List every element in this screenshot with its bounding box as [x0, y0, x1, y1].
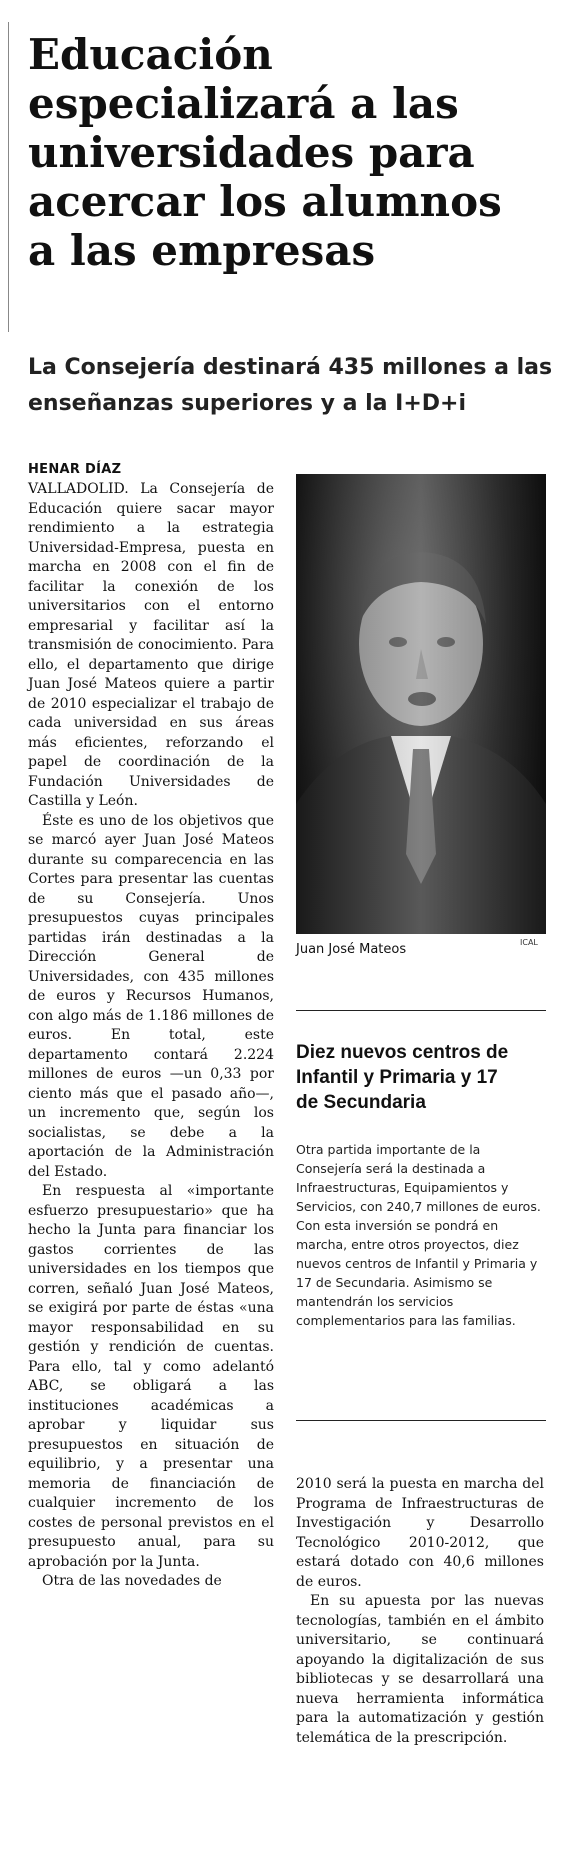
subheadline-line: La Consejería destinará 435 millones a las	[28, 355, 553, 380]
sidebar-bottom-rule	[296, 1420, 546, 1421]
photo-caption: Juan José Mateos	[296, 942, 407, 957]
article-paragraph: 2010 será la puesta en marcha del Programa de Infraestructuras de Investigación y Desarrollo Tecnológico 2010-2012, que estará dotado con 40,6 millones de euros.	[296, 1476, 544, 1590]
headline-line: especializará a las	[28, 79, 459, 128]
sidebar-title-line: Infantil y Primaria y 17	[296, 1067, 498, 1088]
article-paragraph: VALLADOLID. La Consejería de Educación quiere sacar mayor rendimiento a la estrategia Universidad-Empresa, puesta en marcha en 2008 con el fin de facilitar la conexión de los universitarios con el entorno empresarial y facilitar así la transmisión de conocimiento. Para ello, el departamento que dirige Juan José Mateos quiere a partir de 2010 especializar el trabajo de cada universidad en sus áreas más eficientes, reforzando el papel de coordinación de la Fundación Universidades de Castilla y León.	[28, 481, 274, 809]
headline-line: a las empresas	[28, 226, 376, 275]
sidebar-title-line: Diez nuevos centros de	[296, 1042, 509, 1063]
sidebar-title-line: de Secundaria	[296, 1092, 426, 1113]
headline-line: universidades para	[28, 128, 475, 177]
subheadline-line: enseñanzas superiores y a la I+D+i	[28, 391, 467, 416]
article-column-2-continuation	[296, 1475, 544, 1748]
article-paragraph: En su apuesta por las nuevas tecnologías, también en el ámbito universitario, se continuará apoyando la digitalización de sus bibliotecas y se desarrollará una nueva herramienta informática para la automatización y gestión telemática de la prescripción.	[296, 1593, 544, 1746]
article-paragraph: Otra de las novedades de	[42, 1573, 222, 1589]
portrait-photo	[296, 474, 546, 934]
sidebar-title	[296, 1040, 546, 1115]
photo-credit: ICAL	[520, 938, 538, 947]
article-paragraph: En respuesta al «importante esfuerzo presupuestario» que ha hecho la Junta para financiar los gastos corrientes de las universidades en los tiempos que corren, señaló Juan José Mateos, se exigirá por parte de éstas «una mayor responsabilidad en su gestión y rendición de cuentas. Para ello, tal y como adelantó ABC, se obligará a las instituciones académicas a aprobar y liquidar sus presupuestos en situación de equilibrio, y a presentar una memoria de financiación de cualquier incremento de los costes de personal previstos en el presupuesto anual, para su aprobación por la Junta.	[28, 1183, 274, 1570]
subheadline	[28, 350, 558, 422]
sidebar-body: Otra partida importante de la Consejería será la destinada a Infraestructuras, Equipamientos y Servicios, con 240,7 millones de euros. Con esta inversión se pondrá en marcha, entre otros proyectos, diez nuevos centros de Infantil y Primaria y 17 de Secundaria. Asimismo se mantendrán los servicios complementarios para las familias.	[296, 1142, 541, 1328]
headline-line: Educación	[28, 30, 273, 79]
headline	[28, 30, 558, 275]
article-column-1	[28, 480, 274, 1592]
sidebar-top-rule	[296, 1010, 546, 1011]
column-rule	[8, 22, 9, 332]
byline: HENAR DÍAZ	[28, 462, 122, 477]
article-paragraph: Éste es uno de los objetivos que se marcó ayer Juan José Mateos durante su comparecencia en las Cortes para presentar las cuentas de su Consejería. Unos presupuestos cuyas principales partidas irán destinadas a la Dirección General de Universidades, con 435 millones de euros y Recursos Humanos, con algo más de 1.186 millones de euros. En total, este departamento contará 2.224 millones de euros —un 0,33 por ciento más que el pasado año—, un incremento que, según los socialistas, se debe a la aportación de la Administración del Estado.	[28, 812, 274, 1180]
portrait-illustration	[296, 474, 546, 934]
headline-line: acercar los alumnos	[28, 177, 502, 226]
